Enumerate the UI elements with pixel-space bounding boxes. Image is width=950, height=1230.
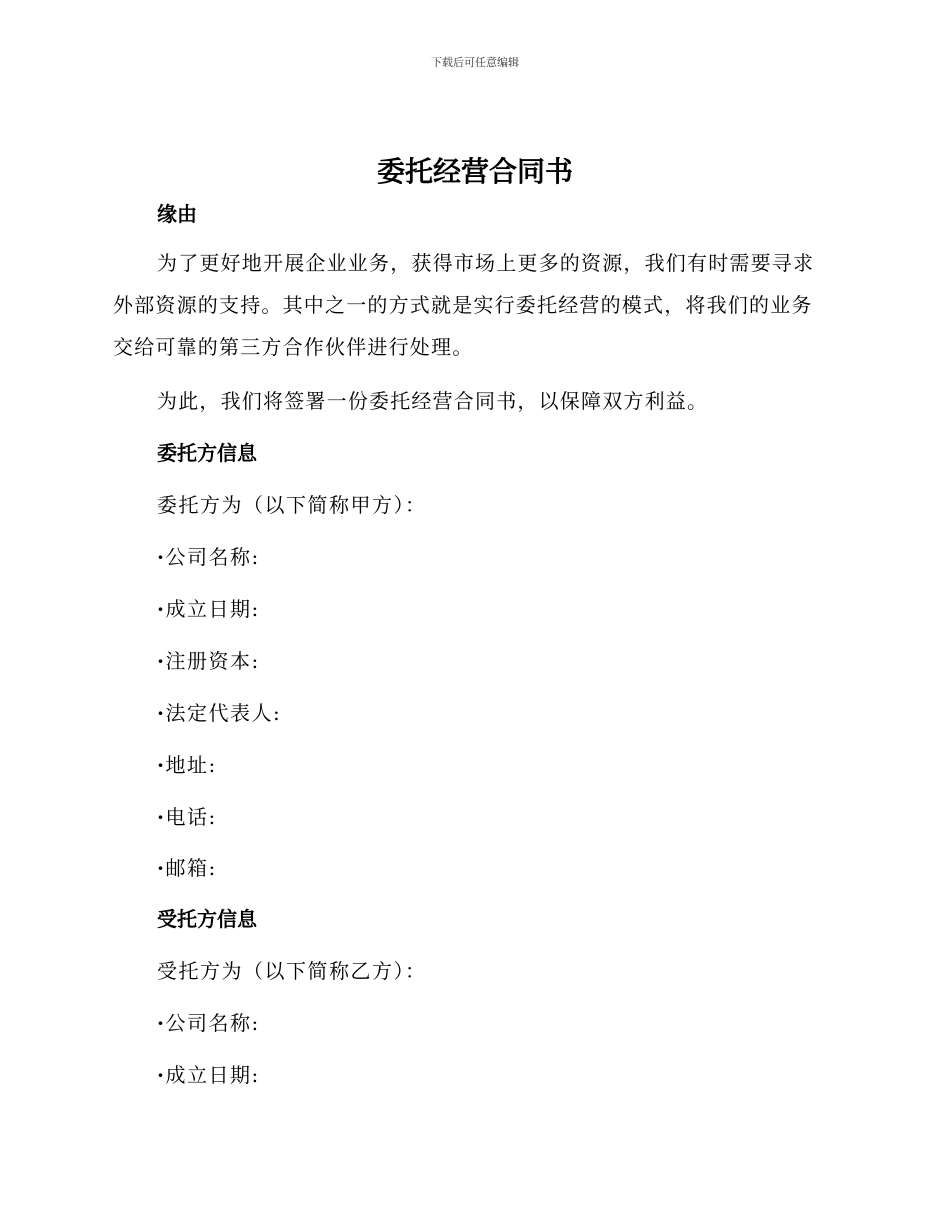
party-a-field-phone: · 电话: [157, 801, 217, 830]
party-a-field-email: · 邮箱: [157, 852, 217, 881]
party-a-field-registered-capital: · 注册资本: [157, 645, 260, 674]
party-a-intro: 委托方为（以下简称甲方）： [157, 493, 427, 517]
party-b-intro: 受托方为（以下简称乙方）： [157, 959, 427, 983]
party-a-field-legal-representative: · 法定代表人: [157, 697, 281, 726]
party-b-field-company-name: · 公司名称: [157, 1007, 260, 1036]
party-a-field-company-name: · 公司名称: [157, 541, 260, 570]
party-a-field-founding-date: · 成立日期: [157, 593, 260, 622]
heading-party-a: 委托方信息 [157, 441, 257, 465]
heading-reason: 缘由 [157, 202, 197, 226]
party-b-field-founding-date: · 成立日期: [157, 1059, 260, 1088]
party-a-field-address: · 地址: [157, 749, 217, 778]
document-title: 委托经营合同书 [376, 155, 573, 188]
paragraph-reason: 为了更好地开展企业业务，获得市场上更多的资源，我们有时需要寻求外部资源的支持。其中之一的方式就是实行委托经营的模式，将我们的业务交给可靠的第三方合作伙伴进行处理。 [113, 251, 815, 359]
heading-party-b: 受托方信息 [157, 907, 257, 931]
header-note: 下载后可任意编辑 [431, 56, 519, 69]
paragraph-purpose: 为此，我们将签署一份委托经营合同书，以保障双方利益。 [157, 389, 709, 413]
